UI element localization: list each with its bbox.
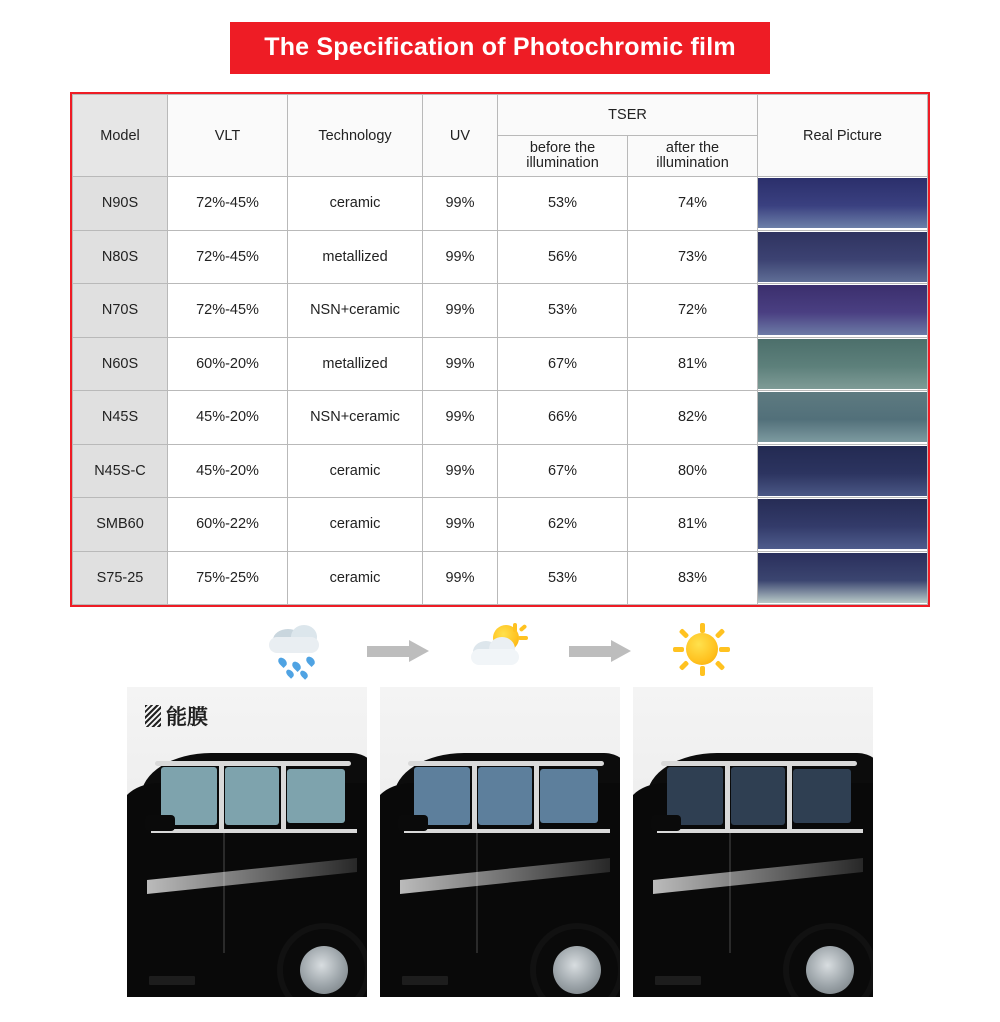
cell-model: N80S (73, 230, 168, 284)
car-photo-cloudy (380, 687, 620, 997)
cell-uv: 99% (423, 177, 498, 231)
cell-vlt: 72%-45% (168, 284, 288, 338)
cell-tser-before: 53% (498, 177, 628, 231)
cell-real-picture (758, 230, 928, 284)
car-photo-sunny (633, 687, 873, 997)
weather-process-row (0, 621, 1000, 681)
window-chrome (155, 761, 351, 766)
cell-real-picture (758, 337, 928, 391)
header-row-1 (73, 95, 928, 136)
page-title: The Specification of Photochromic film (230, 22, 770, 74)
sun-icon (671, 623, 733, 679)
cell-uv: 99% (423, 230, 498, 284)
cell-tser-before: 67% (498, 337, 628, 391)
film-swatch (758, 232, 928, 282)
header-tser: TSER (498, 95, 758, 136)
cell-tser-after: 81% (628, 337, 758, 391)
c-pillar (787, 766, 792, 829)
cell-technology: metallized (288, 337, 423, 391)
table-row (73, 284, 928, 338)
sun-behind-cloud-icon (469, 623, 531, 679)
side-mirror (145, 815, 175, 831)
cell-uv: 99% (423, 284, 498, 338)
table-row (73, 444, 928, 498)
cell-uv: 99% (423, 498, 498, 552)
cell-vlt: 60%-22% (168, 498, 288, 552)
rear-window (731, 767, 785, 825)
cell-technology: metallized (288, 230, 423, 284)
window-chrome-bottom (657, 829, 863, 833)
cell-technology: ceramic (288, 551, 423, 605)
cell-tser-before: 53% (498, 551, 628, 605)
logo-text: 能膜 (166, 705, 208, 729)
cell-technology: NSN+ceramic (288, 391, 423, 445)
cell-tser-after: 81% (628, 498, 758, 552)
cell-model: N90S (73, 177, 168, 231)
header-uv: UV (423, 95, 498, 177)
cell-tser-before: 66% (498, 391, 628, 445)
cell-real-picture (758, 498, 928, 552)
arrow-right-icon (367, 641, 431, 661)
brand-logo (145, 701, 208, 731)
window-chrome (408, 761, 604, 766)
cell-tser-before: 53% (498, 284, 628, 338)
film-swatch (758, 178, 928, 228)
cell-tser-after: 83% (628, 551, 758, 605)
window-chrome-bottom (404, 829, 610, 833)
header-tser-after: after the illumination (628, 136, 758, 177)
wheel-rim (553, 946, 601, 994)
rear-window (478, 767, 532, 825)
quarter-window (540, 769, 598, 823)
side-mirror (651, 815, 681, 831)
door-seam (223, 833, 225, 953)
cell-model: N45S (73, 391, 168, 445)
header-tser-before: before the illumination (498, 136, 628, 177)
header-model: Model (73, 95, 168, 177)
cell-uv: 99% (423, 391, 498, 445)
window-chrome-bottom (151, 829, 357, 833)
cell-model: N45S-C (73, 444, 168, 498)
b-pillar (725, 766, 730, 829)
cell-real-picture (758, 177, 928, 231)
b-pillar (472, 766, 477, 829)
table-row (73, 177, 928, 231)
car-photo-rainy (127, 687, 367, 997)
cell-tser-after: 74% (628, 177, 758, 231)
door-badge (655, 976, 701, 985)
cell-uv: 99% (423, 551, 498, 605)
cell-tser-after: 72% (628, 284, 758, 338)
cell-vlt: 45%-20% (168, 391, 288, 445)
c-pillar (534, 766, 539, 829)
header-real-picture: Real Picture (758, 95, 928, 177)
table-row (73, 498, 928, 552)
table-row (73, 391, 928, 445)
film-swatch (758, 553, 928, 603)
cell-uv: 99% (423, 444, 498, 498)
door-seam (476, 833, 478, 953)
door-badge (149, 976, 195, 985)
spec-table (72, 94, 928, 605)
b-pillar (219, 766, 224, 829)
cell-vlt: 75%-25% (168, 551, 288, 605)
door-seam (729, 833, 731, 953)
cell-tser-before: 56% (498, 230, 628, 284)
table-row (73, 230, 928, 284)
rear-window (225, 767, 279, 825)
cell-technology: NSN+ceramic (288, 284, 423, 338)
cell-technology: ceramic (288, 177, 423, 231)
film-swatch (758, 392, 928, 442)
c-pillar (281, 766, 286, 829)
cell-real-picture (758, 391, 928, 445)
cell-vlt: 45%-20% (168, 444, 288, 498)
film-swatch (758, 339, 928, 389)
title-banner (0, 22, 1000, 74)
film-swatch (758, 285, 928, 335)
cell-technology: ceramic (288, 444, 423, 498)
header-vlt: VLT (168, 95, 288, 177)
film-swatch (758, 499, 928, 549)
arrow-right-icon-2 (569, 641, 633, 661)
film-swatch (758, 446, 928, 496)
quarter-window (793, 769, 851, 823)
cell-model: SMB60 (73, 498, 168, 552)
cell-model: S75-25 (73, 551, 168, 605)
cell-tser-after: 80% (628, 444, 758, 498)
cell-real-picture (758, 284, 928, 338)
cell-real-picture (758, 551, 928, 605)
rain-cloud-icon (267, 623, 329, 679)
cell-uv: 99% (423, 337, 498, 391)
wheel-rim (806, 946, 854, 994)
logo-mark-icon (145, 705, 161, 727)
cell-tser-before: 67% (498, 444, 628, 498)
cell-tser-before: 62% (498, 498, 628, 552)
cell-vlt: 60%-20% (168, 337, 288, 391)
cell-model: N60S (73, 337, 168, 391)
cell-vlt: 72%-45% (168, 230, 288, 284)
cell-technology: ceramic (288, 498, 423, 552)
table-row (73, 551, 928, 605)
wheel-rim (300, 946, 348, 994)
car-photo-row (0, 687, 1000, 997)
cell-tser-after: 82% (628, 391, 758, 445)
window-chrome (661, 761, 857, 766)
table-row (73, 337, 928, 391)
table-body (73, 177, 928, 605)
table-head (73, 95, 928, 177)
cell-vlt: 72%-45% (168, 177, 288, 231)
cell-model: N70S (73, 284, 168, 338)
cell-real-picture (758, 444, 928, 498)
door-badge (402, 976, 448, 985)
header-technology: Technology (288, 95, 423, 177)
side-mirror (398, 815, 428, 831)
spec-table-container (70, 92, 930, 607)
quarter-window (287, 769, 345, 823)
cell-tser-after: 73% (628, 230, 758, 284)
